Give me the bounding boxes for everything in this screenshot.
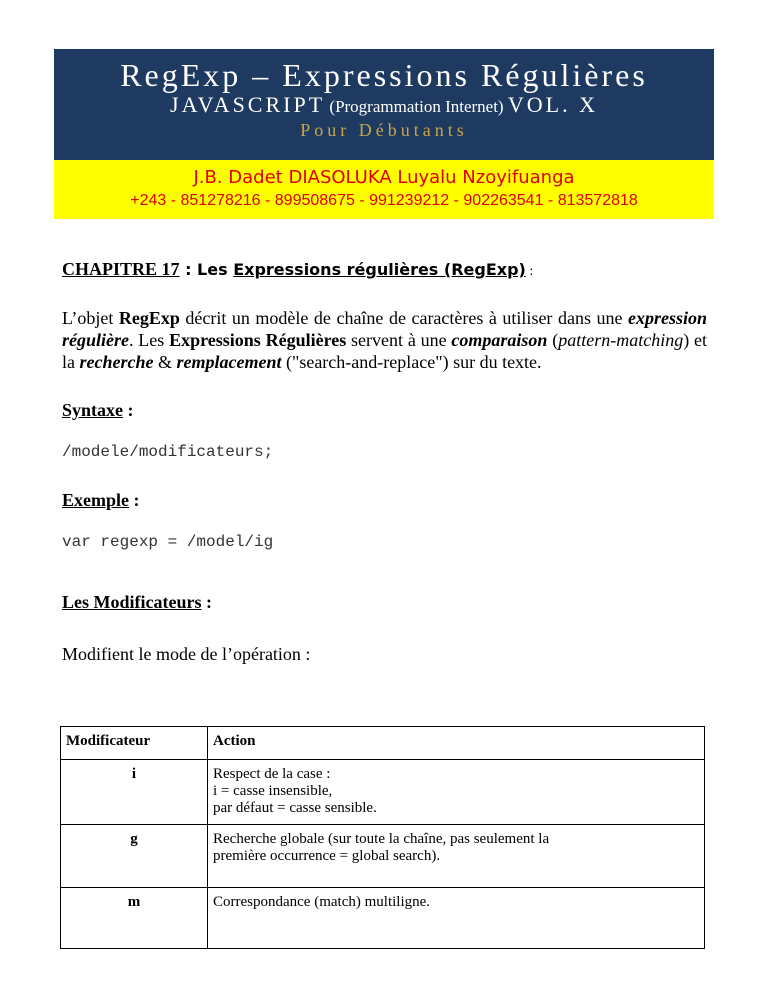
document-title: RegExp – Expressions Régulières	[120, 57, 648, 93]
subtitle-middle: (Programmation Internet)	[325, 97, 508, 116]
chapter-topic: Expressions régulières (RegExp)	[233, 260, 526, 279]
intro-text: décrit un modèle de chaîne de caractères à utiliser dans une	[179, 308, 628, 328]
intro-text: &	[153, 352, 177, 372]
modifiers-heading	[62, 591, 707, 613]
modifiers-label: Les Modificateurs	[62, 592, 202, 612]
banner-title-block	[54, 49, 714, 160]
document-body	[62, 258, 707, 665]
table-row	[61, 888, 705, 949]
intro-bold: RegExp	[118, 308, 180, 328]
author-block	[54, 160, 714, 219]
subtitle-prefix: JAVASCRIPT	[170, 92, 326, 117]
action-line: Recherche globale (sur toute la chaîne, pas seulement la	[213, 831, 550, 847]
intro-bold-italic: expression régulière	[62, 308, 708, 350]
author-name: J.B. Dadet DIASOLUKA Luyalu Nzoyifuanga	[193, 167, 575, 188]
modifier-flag: i	[61, 760, 208, 825]
intro-text: L’objet	[62, 308, 119, 328]
modifiers-colon: :	[201, 592, 212, 612]
table-header-cell: Modificateur	[61, 727, 208, 760]
modifier-flag: m	[61, 888, 208, 949]
action-line: Respect de la case :	[213, 766, 331, 782]
beginners-label: Pour Débutants	[300, 120, 468, 140]
table-row	[61, 760, 705, 825]
chapter-heading	[62, 258, 707, 283]
intro-text: ("search-and-replace") sur du texte.	[281, 352, 542, 372]
document-subtitle	[54, 93, 714, 119]
subtitle-suffix: VOL. X	[507, 92, 598, 117]
intro-text: servent à une	[346, 330, 452, 350]
intro-italic: pattern-matching	[558, 330, 684, 350]
action-line: par défaut = casse sensible.	[213, 800, 377, 816]
modifiers-table	[60, 726, 705, 949]
modifiers-intro: Modifient le mode de l’opération :	[62, 644, 311, 664]
document-banner	[54, 49, 714, 219]
example-colon: :	[129, 490, 140, 510]
example-label: Exemple	[62, 490, 129, 510]
intro-bold: Expressions Régulières	[169, 330, 347, 350]
syntax-colon: :	[123, 400, 134, 420]
action-line: Correspondance (match) multiligne.	[213, 894, 431, 910]
chapter-end: :	[525, 264, 534, 279]
author-phones: +243 - 851278216 - 899508675 - 991239212 - 902263541 - 813572818	[130, 192, 638, 209]
modifier-action	[208, 888, 705, 949]
example-heading	[62, 489, 707, 511]
intro-text: (	[547, 330, 559, 350]
syntax-code: /modele/modificateurs;	[62, 443, 274, 461]
table-header-cell: Action	[208, 727, 705, 760]
intro-bold-italic: recherche	[79, 352, 154, 372]
modifier-flag: g	[61, 825, 208, 888]
action-line: première occurrence = global search).	[213, 848, 441, 864]
syntax-heading	[62, 399, 707, 421]
example-code: var regexp = /model/ig	[62, 533, 274, 551]
modifier-action	[208, 825, 705, 888]
intro-paragraph	[62, 307, 707, 373]
table-header-row	[61, 727, 705, 760]
action-line: i = casse insensible,	[213, 783, 333, 799]
intro-text: . Les	[129, 330, 170, 350]
intro-bold-italic: comparaison	[451, 330, 548, 350]
syntax-label: Syntaxe	[62, 400, 124, 420]
intro-bold-italic: remplacement	[176, 352, 282, 372]
chapter-separator: : Les	[179, 260, 234, 279]
chapter-label: CHAPITRE 17	[62, 259, 180, 279]
table-row	[61, 825, 705, 888]
modifier-action	[208, 760, 705, 825]
intro-text: ) et la	[62, 330, 707, 372]
